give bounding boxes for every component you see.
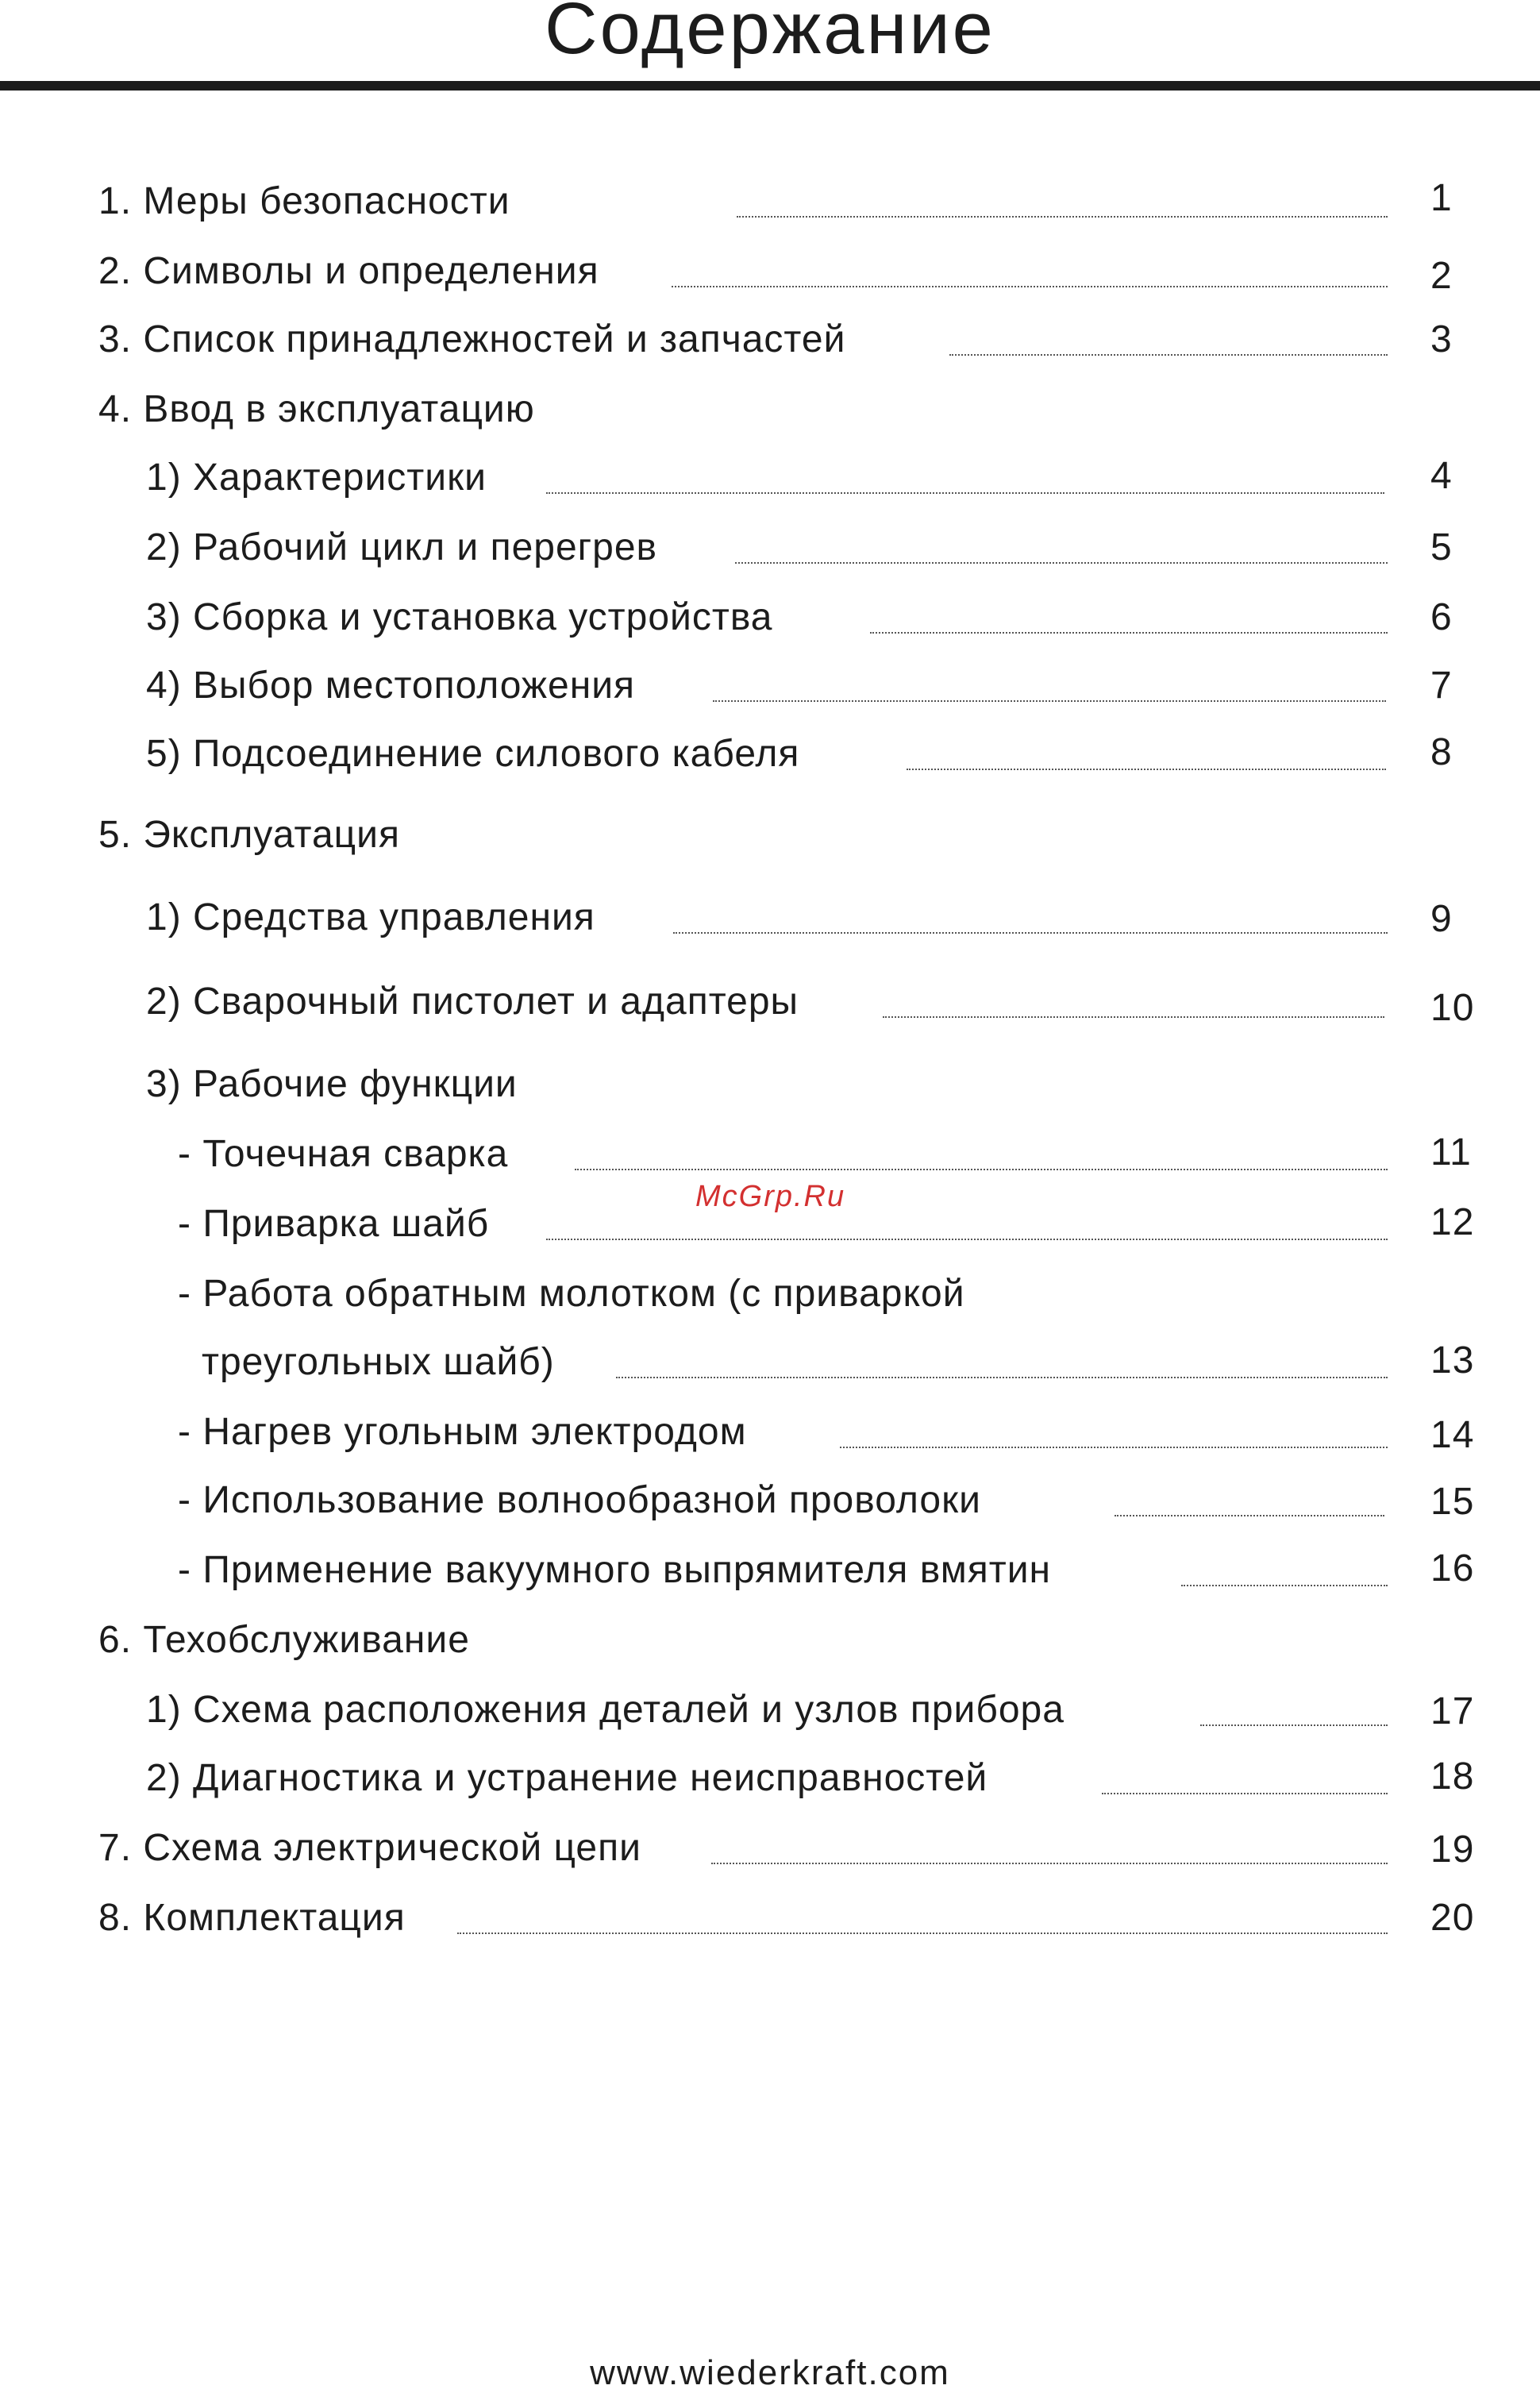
toc-leader-dots <box>735 562 1388 564</box>
toc-section-label: 4. Ввод в эксплуатацию <box>98 388 535 430</box>
toc-leader-dots <box>457 1933 1388 1934</box>
toc-entry-page: 5 <box>1430 526 1453 568</box>
toc-entry-2[interactable] <box>0 248 1540 295</box>
toc-leader-dots <box>713 700 1386 702</box>
toc-entry-page: 9 <box>1430 898 1453 940</box>
toc-entry-5-3-slide-hammer[interactable] <box>0 1270 1540 1318</box>
page-title: Содержание <box>545 0 995 69</box>
toc-entry-page: 6 <box>1430 596 1453 638</box>
toc-entry-page: 16 <box>1430 1547 1475 1590</box>
toc-entry-page: 17 <box>1430 1690 1475 1732</box>
toc-leader-dots <box>737 216 1388 218</box>
toc-entry-page: 1 <box>1430 177 1453 219</box>
toc-leader-dots <box>1102 1793 1388 1794</box>
toc-entry-label: 4) Выбор местоположения <box>146 665 636 707</box>
footer-url: www.wiederkraft.com <box>590 2353 950 2392</box>
toc-entry-5-3-vacuum-puller[interactable] <box>0 1547 1540 1594</box>
toc-leader-dots <box>672 286 1388 287</box>
toc-leader-dots <box>711 1863 1388 1864</box>
toc-entry-page: 19 <box>1430 1828 1475 1871</box>
toc-section-6[interactable] <box>0 1617 1540 1664</box>
toc-leader-dots <box>907 769 1386 770</box>
toc-leader-dots <box>673 932 1388 934</box>
toc-leader-dots <box>840 1447 1388 1448</box>
toc-entry-label: 7. Схема электрической цепи <box>98 1827 641 1869</box>
toc-entry-page: 12 <box>1430 1201 1475 1243</box>
toc-entry-label: - Точечная сварка <box>178 1133 509 1175</box>
toc-leader-dots <box>870 632 1388 634</box>
toc-leader-dots <box>1200 1724 1388 1726</box>
toc-leader-dots <box>883 1016 1384 1018</box>
toc-entry-3[interactable] <box>0 316 1540 364</box>
toc-entry-4-1[interactable] <box>0 454 1540 502</box>
toc-entry-1[interactable] <box>0 178 1540 225</box>
toc-entry-label: 3) Сборка и установка устройства <box>146 596 773 638</box>
toc-entry-5-3-wiggle-wire[interactable] <box>0 1477 1540 1524</box>
toc-entry-label: - Нагрев угольным электродом <box>178 1411 747 1453</box>
toc-entry-4-5[interactable] <box>0 730 1540 778</box>
toc-entry-8[interactable] <box>0 1894 1540 1942</box>
toc-entry-page: 3 <box>1430 318 1453 360</box>
toc-entry-page: 11 <box>1430 1131 1472 1173</box>
toc-entry-page: 18 <box>1430 1755 1475 1798</box>
toc-leader-dots <box>1181 1585 1388 1586</box>
toc-entry-label: 1) Средства управления <box>146 896 595 938</box>
toc-section-label: 5. Эксплуатация <box>98 814 400 856</box>
toc-entry-page: 2 <box>1430 255 1453 297</box>
toc-entry-page: 15 <box>1430 1481 1475 1523</box>
toc-entry-label: 1) Характеристики <box>146 457 487 499</box>
toc-section-label: 3) Рабочие функции <box>146 1063 518 1105</box>
toc-leader-dots <box>616 1377 1388 1378</box>
toc-entry-page: 4 <box>1430 455 1453 497</box>
title-rule <box>0 81 1540 91</box>
toc-entry-label: 2) Диагностика и устранение неисправностей <box>146 1757 988 1799</box>
toc-entry-4-4[interactable] <box>0 662 1540 710</box>
toc-entry-4-3[interactable] <box>0 594 1540 642</box>
toc-entry-label: 2. Символы и определения <box>98 250 599 292</box>
toc-entry-label: 1. Меры безопасности <box>98 180 510 222</box>
toc-entry-4-2[interactable] <box>0 524 1540 572</box>
toc-entry-page: 20 <box>1430 1897 1475 1939</box>
toc-entry-label: - Приварка шайб <box>178 1203 490 1245</box>
toc-entry-label: 8. Комплектация <box>98 1897 406 1939</box>
toc-entry-page: 13 <box>1430 1339 1475 1381</box>
toc-entry-5-3-slide-hammer-cont[interactable] <box>0 1339 1540 1386</box>
toc-entry-page: 7 <box>1430 665 1453 707</box>
toc-subsection-5-3[interactable] <box>0 1061 1540 1108</box>
toc-section-4[interactable] <box>0 386 1540 434</box>
toc-entry-label: 2) Сварочный пистолет и адаптеры <box>146 981 799 1023</box>
toc-entry-6-2[interactable] <box>0 1755 1540 1802</box>
toc-section-5[interactable] <box>0 811 1540 859</box>
toc-leader-dots <box>949 354 1388 356</box>
toc-entry-label: - Использование волнообразной проволоки <box>178 1479 981 1521</box>
toc-entry-label: 2) Рабочий цикл и перегрев <box>146 526 658 568</box>
toc-entry-page: 10 <box>1430 987 1475 1029</box>
toc-entry-label: 3. Список принадлежностей и запчастей <box>98 318 846 360</box>
toc-leader-dots <box>1115 1515 1384 1516</box>
toc-section-label: 6. Техобслуживание <box>98 1619 470 1661</box>
toc-entry-label: треугольных шайб) <box>202 1341 555 1383</box>
toc-entry-5-2[interactable] <box>0 978 1540 1029</box>
toc-entry-5-3-carbon-heating[interactable] <box>0 1408 1540 1456</box>
toc-entry-6-1[interactable] <box>0 1686 1540 1734</box>
toc-entry-label: - Работа обратным молотком (с приваркой <box>178 1273 965 1315</box>
toc-entry-page: 8 <box>1430 731 1453 773</box>
toc-leader-dots <box>575 1169 1388 1170</box>
toc-leader-dots <box>546 492 1384 494</box>
toc-entry-5-1[interactable] <box>0 894 1540 942</box>
toc-entry-label: 1) Схема расположения деталей и узлов прибора <box>146 1689 1065 1731</box>
watermark: McGrp.Ru <box>695 1180 846 1213</box>
toc-entry-page: 14 <box>1430 1414 1475 1456</box>
toc-entry-7[interactable] <box>0 1825 1540 1872</box>
toc-entry-label: - Применение вакуумного выпрямителя вмятин <box>178 1549 1052 1591</box>
toc-entry-label: 5) Подсоединение силового кабеля <box>146 733 800 775</box>
toc-entry-5-3-spot-welding[interactable] <box>0 1131 1540 1178</box>
toc-leader-dots <box>546 1239 1388 1240</box>
